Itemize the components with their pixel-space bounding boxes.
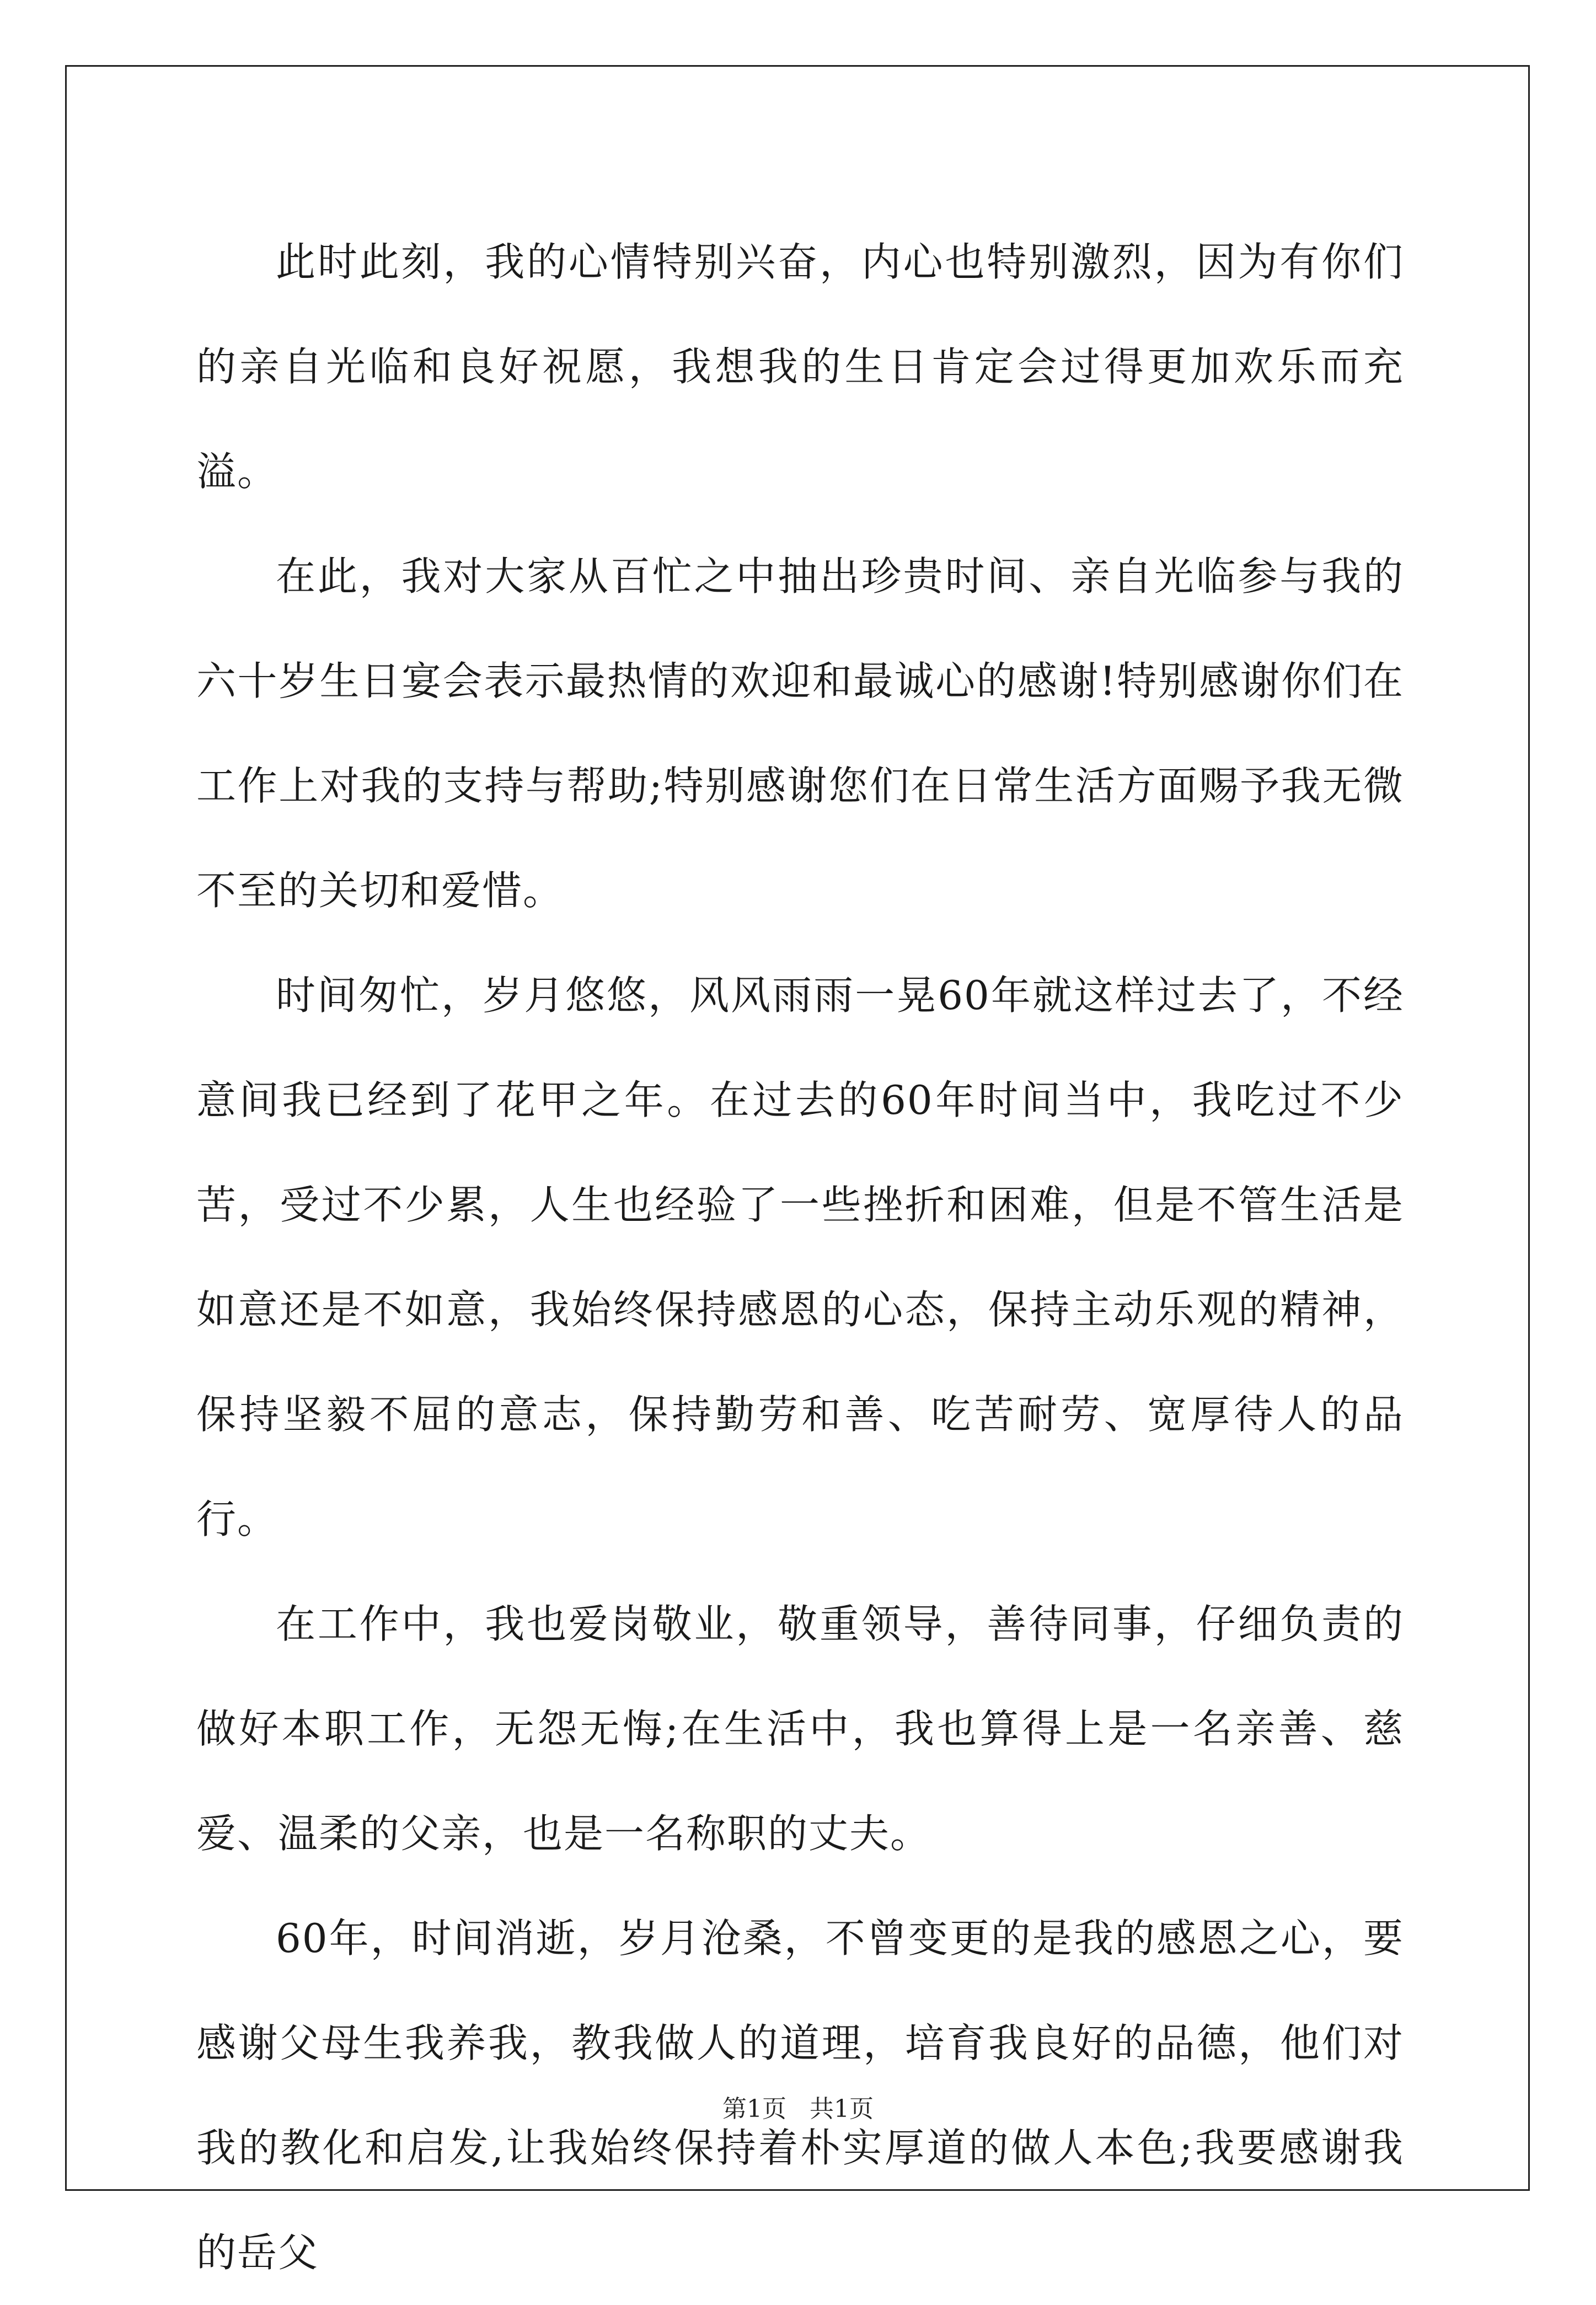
- page-number-footer: 第1页 共1页: [722, 2095, 874, 2123]
- paragraph-3: 时间匆忙，岁月悠悠，风风雨雨一晃60年就这样过去了，不经意间我已经到了花甲之年。在过去的60年时间当中，我吃过不少苦，受过不少累，人生也经验了一些挫折和困难，但是不管生活是如意还是不如意，我始终保持感恩的心态，保持主动乐观的精神，保持坚毅不屈的意志，保持勤劳和善、吃苦耐劳、宽厚待人的品行。: [196, 972, 1404, 1542]
- document-body: [196, 210, 1404, 2305]
- paragraph-4: 在工作中，我也爱岗敬业，敬重领导，善待同事，仔细负责的做好本职工作，无怨无悔;在生活中，我也算得上是一名亲善、慈爱、温柔的父亲，也是一名称职的丈夫。: [196, 1601, 1404, 1857]
- paragraph-5: 60年，时间消逝，岁月沧桑，不曾变更的是我的感恩之心，要感谢父母生我养我，教我做人的道理，培育我良好的品德，他们对我的教化和启发,让我始终保持着朴实厚道的做人本色;我要感谢我的岳父: [196, 1915, 1404, 2276]
- paragraph-2: 在此，我对大家从百忙之中抽出珍贵时间、亲自光临参与我的六十岁生日宴会表示最热情的欢迎和最诚心的感谢!特别感谢你们在工作上对我的支持与帮助;特别感谢您们在日常生活方面赐予我无微不至的关切和爱惜。: [196, 553, 1404, 914]
- paragraph-1: 此时此刻，我的心情特别兴奋，内心也特别激烈，因为有你们的亲自光临和良好祝愿，我想我的生日肯定会过得更加欢乐而充溢。: [196, 239, 1404, 495]
